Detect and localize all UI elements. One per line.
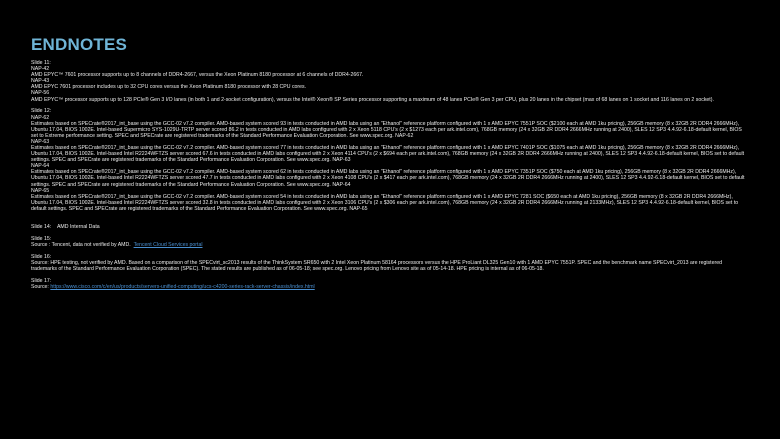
section-heading: Slide 16: — [31, 253, 52, 260]
endnotes-body — [31, 60, 749, 290]
section-heading: Slide 14: — [31, 224, 52, 231]
note-text: AMD EPYC 7601 processor includes up to 32 CPU cores versus the Xeon Platinum 8180 processor with 28 CPU cores. — [31, 84, 307, 91]
note-text: Estimates based on SPECrate®2017_int_base using the GCC-02 v7.2 compiler. AMD-based system scored 62 in tests conducted in AMD labs using an "Ethanol" reference platform configured with 1 x AMD EPYC 7351P SOC ($750 each at AMD 1ku pricing), 256GB memory (8 x 32GB 2R DDR4 2666MHz), Ubuntu 17.04, BIOS 1002E. Intel-based Intel R2224WFTZS server scored 47.7 in tests conducted in AMD labs configured with 2 x Xeon 4108 CPU's (2 x $417 each per ark.intel.com), 768GB memory (24 x 32GB 2R DDR4 2666MHz running at 2400), SLES 12 SP3 4.4.92-6.18-default kernel, BIOS set to default settings. SPEC and SPECrate are registered trademarks of the Standard Performance Evaluation Corporation. See www.spec.org. NAP-64 — [31, 169, 745, 188]
note-text: AMD Internal Data — [56, 224, 100, 231]
note-text: AMD EPYC™ processor supports up to 128 PCIe® Gen 3 I/O lanes (in both 1 and 2-socket configuration), versus the Intel® Xeon® SP Series processor supporting a maximum of 48 lanes PCIe® Gen 3 per CPU, plus 20 lanes in the chipset (max of 68 lanes on 1 socket and 116 lanes on 2 socket). — [31, 96, 714, 103]
section-heading: Slide 17: — [31, 278, 52, 284]
slide-15-notes — [31, 236, 749, 248]
slide-12-notes — [31, 108, 749, 212]
note-id: NAP-65 — [31, 187, 50, 194]
page-title: ENDNOTES — [31, 35, 128, 54]
note-text: Source: HPE testing, not verified by AMD. Based on a comparison of the SPECvirt_sc2013 results of the ThinkSystem SR650 with 2 Intel Xeon Platinum 58164 processors versus the HPE ProLiant DL325 Gen10 with 1 AMD EPYC 7551P. SPEC and the benchmark name SPECvirt_2013 are registered trademarks of the Standard Performance Evaluation Corporation (SPEC). The stated results are published as of 06-05-18; see spec.org. Lenovo pricing from Lenovo site as of 05-14-18. HPE pricing is internal as of 06-05-18. — [31, 260, 722, 273]
note-id: NAP-63 — [31, 138, 50, 145]
slide-17-notes — [31, 278, 749, 290]
note-id: NAP-62 — [31, 114, 50, 121]
note-text: Estimates based on SPECrate®2017_int_base using the GCC-02 v7.2 compiler. AMD-based system scored 77 in tests conducted in AMD labs using an "Ethanol" reference platform configured with 1 x AMD EPYC 7401P SOC ($1075 each at AMD 1ku pricing), 256GB memory (8 x 32GB 2R DDR4 2666MHz), Ubuntu 17.04, BIOS 1002E. Intel-based Intel R2224WFTZS server scored 67.6 in tests conducted in AMD labs configured with 2 x Xeon 4114 CPU's (2 x $694 each per ark.intel.com), 768GB memory (24 x 32GB 2R DDR4 2666MHz running at 2400), SLES 12 SP3 4.4.92-6.18-default kernel, BIOS set to default settings. SPEC and SPECrate are registered trademarks of the Standard Performance Evaluation Corporation. See www.spec.org. NAP-63 — [31, 145, 745, 164]
note-id: NAP-64 — [31, 163, 50, 170]
note-text: Estimates based on SPECrate®2017_int_base using the GCC-02 v7.2 compiler. AMD-based system scored 93 in tests conducted in AMD labs using an "Ethanol" reference platform configured with 1 x AMD EPYC 7551P SOC ($2100 each at AMD 1ku pricing), 256GB memory (8 x 32GB 2R DDR4 2666MHz), Ubuntu 17.04, BIOS 1002E. Intel-based Supermicro SYS-1029U-TRTP server scored 86.2 in tests conducted in AMD labs configured with 2 x Xeon 5118 CPU's (2 x $1273 each per ark.intel.com), 768GB memory (24 x 32GB 2R DDR4 2666MHz running at 2400), SLES 12 SP3 4.4.92-6.18-default kernel, BIOS set to Extreme performance setting. SPEC and SPECrate are registered trademarks of the Standard Performance Evaluation Corporation. See www.spec.org. NAP-62 — [31, 120, 742, 139]
tencent-portal-link[interactable]: Tencent Cloud Services portal — [133, 242, 203, 249]
note-id: NAP-42 — [31, 66, 50, 73]
note-text: Estimates based on SPECrate®2017_int_base using the GCC-02 v7.2 compiler. AMD-based system scored 54 in tests conducted in AMD labs using an "Ethanol" reference platform configured with 1 x AMD EPYC 7281 SOC ($650 each at AMD 1ku pricing), 256GB memory (8 x 32GB 2R DDR4 2666MHz), Ubuntu 17.04, BIOS 1002E. Intel-based Intel R2224WFTZS server scored 32.8 in tests conducted in AMD labs configured with 2 x Xeon 3106 CPU's (2 x $306 each per ark.intel.com), 768GB memory (24 x 32GB 2R DDR4 2666MHz running at 2133MHz), SLES 12 SP3 4.4.92-6.18-default kernel, BIOS set to default settings. SPEC and SPECrate are registered trademarks of the Standard Performance Evaluation Corporation. See www.spec.org. NAP-65 — [31, 193, 739, 212]
slide-11-notes — [31, 60, 749, 103]
section-heading: Slide 12: — [31, 108, 52, 115]
note-text: Source: — [31, 284, 49, 291]
section-heading: Slide 15: — [31, 235, 52, 242]
note-text: AMD EPYC™ 7601 processor supports up to 8 channels of DDR4-2667, versus the Xeon Platinum 8180 processor at 6 channels of DDR4-2667. — [31, 72, 364, 79]
section-heading: Slide 11: — [31, 60, 51, 66]
note-id: NAP-56 — [31, 90, 50, 97]
cisco-source-link[interactable]: https://www.cisco.com/c/en/us/products/servers-unified-computing/ucs-c4200-series-rack-server-chassis/index.html — [50, 284, 315, 291]
slide-16-notes — [31, 254, 749, 272]
note-id: NAP-43 — [31, 78, 50, 85]
note-text: Source : Tencent, data not verified by AMD. — [31, 242, 131, 249]
